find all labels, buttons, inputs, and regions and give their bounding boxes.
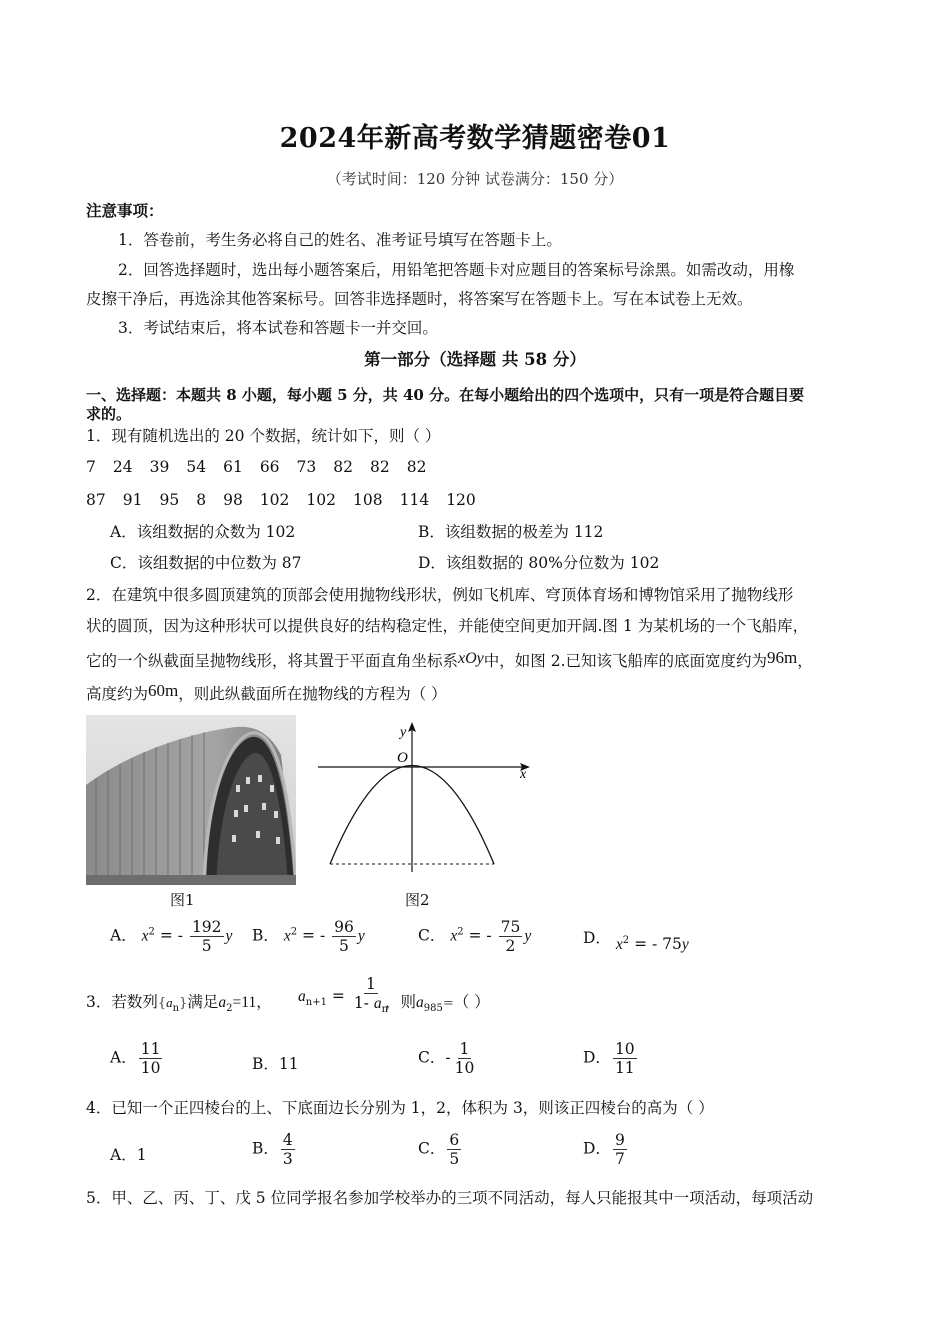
q1-option-d: D．该组数据的 80%分位数为 102 bbox=[418, 554, 660, 572]
data-value: 82 bbox=[406, 458, 427, 476]
figure-1-caption: 图1 bbox=[170, 891, 195, 909]
notice-item-3: 3．考试结束后，将本试卷和答题卡一并交回。 bbox=[118, 319, 438, 337]
fraction: $\frac{192}{5}$ bbox=[191, 918, 222, 955]
fraction: $\frac{96}{5}$ bbox=[334, 918, 354, 955]
fraction: $\frac{1}{1- a_n}$ bbox=[353, 975, 389, 1016]
q3-option-b: B．11 bbox=[252, 1055, 299, 1073]
q1-option-a: A．该组数据的众数为 102 bbox=[110, 523, 296, 541]
data-value: 54 bbox=[186, 458, 207, 476]
q2-stem-line-1: 2．在建筑中很多圆顶建筑的顶部会使用抛物线形状，例如飞机库、穹顶体育场和博物馆采用了抛物线形 bbox=[86, 586, 794, 604]
hangar-width: 96m bbox=[767, 648, 798, 667]
fraction: $\frac{4}{3}$ bbox=[282, 1131, 293, 1168]
data-value: 7 bbox=[86, 458, 96, 476]
q2-option-a: A． $x^2$ = - $\frac{192}{5}$ y bbox=[110, 918, 233, 955]
fraction: $\frac{11}{10}$ bbox=[140, 1040, 161, 1077]
fraction: $\frac{9}{7}$ bbox=[614, 1131, 625, 1168]
q1-data-row-1 bbox=[86, 456, 443, 478]
fraction: $\frac{6}{5}$ bbox=[449, 1131, 460, 1168]
q1-data-row-2 bbox=[86, 489, 493, 511]
hangar-photo bbox=[86, 715, 296, 885]
section-heading: 一、选择题：本题共 8 小题，每小题 5 分，共 40 分。在每小题给出的四个选项中，只有一项是符合题目要 bbox=[86, 386, 805, 404]
q3-option-c: C．- $\frac{1}{10}$ bbox=[418, 1040, 475, 1077]
q4-option-c: C． $\frac{6}{5}$ bbox=[418, 1131, 460, 1168]
data-value: 95 bbox=[159, 491, 180, 509]
y-axis-label: y bbox=[400, 725, 407, 740]
data-value: 102 bbox=[259, 491, 290, 509]
data-value: 82 bbox=[370, 458, 390, 476]
data-value: 108 bbox=[353, 491, 383, 509]
q1-option-c: C．该组数据的中位数为 87 bbox=[110, 554, 302, 572]
data-value: 82 bbox=[333, 458, 354, 476]
data-value: 24 bbox=[112, 458, 133, 476]
q4-option-d: D． $\frac{9}{7}$ bbox=[583, 1131, 625, 1168]
q3-option-a: A． $\frac{11}{10}$ bbox=[110, 1040, 161, 1077]
data-value: 120 bbox=[446, 491, 476, 509]
notice-item-2-cont: 皮擦干净后，再选涂其他答案标号。回答非选择题时，将答案写在答题卡上。写在本试卷上无效。 bbox=[86, 290, 753, 308]
coord-system-name: xOy bbox=[458, 650, 484, 667]
q2-stem-line-3: 它的一个纵截面呈抛物线形，将其置于平面直角坐标系xOy中，如图 2.已知该飞船库的底面宽度约为96m， bbox=[86, 648, 813, 670]
data-value: 61 bbox=[223, 458, 243, 476]
q5-stem: 5．甲、乙、丙、丁、戊 5 位同学报名参加学校举办的三项不同活动，每人只能报其中一项活动，每项活动 bbox=[86, 1189, 814, 1207]
q3-recurrence: $a_{n+1}$ = $\frac{1}{1- a_n}$ bbox=[298, 975, 392, 1019]
notice-item-1: 1．答卷前，考生务必将自己的姓名、准考证号填写在答题卡上。 bbox=[118, 231, 562, 249]
data-value: 39 bbox=[149, 458, 170, 476]
parabola-diagram bbox=[312, 716, 540, 876]
data-value: 66 bbox=[259, 458, 280, 476]
q2-stem-line-2: 状的圆顶，因为这种形状可以提供良好的结构稳定性，并能使空间更加开阔.图 1 为某机场的一个飞船库， bbox=[86, 617, 809, 635]
q3-option-d: D． $\frac{10}{11}$ bbox=[583, 1040, 635, 1077]
q3-target: ，则$a_{985}=$（ ） bbox=[385, 993, 490, 1015]
q2-option-d: D． $x^2$ = - 75y bbox=[583, 929, 689, 953]
exam-time-info: （考试时间：120 分钟 试卷满分：150 分） bbox=[326, 170, 624, 188]
notice-item-2: 2．回答选择题时，选出每小题答案后，用铅笔把答题卡对应题目的答案标号涂黑。如需改动，用橡 bbox=[118, 261, 795, 279]
hangar-illustration bbox=[86, 715, 296, 885]
q3-stem: 3．若数列$\{a_n\}$满足$a_2=11$， bbox=[86, 993, 272, 1015]
origin-label: O bbox=[397, 750, 408, 766]
notice-heading: 注意事项： bbox=[86, 201, 164, 220]
data-value: 114 bbox=[399, 491, 430, 509]
q2-stem-line-4: 高度约为60m，则此纵截面所在抛物线的方程为（ ） bbox=[86, 681, 447, 703]
fraction: $\frac{75}{2}$ bbox=[500, 918, 521, 955]
data-value: 91 bbox=[122, 491, 143, 509]
q4-option-a: A．1 bbox=[110, 1146, 147, 1164]
data-value: 102 bbox=[306, 491, 336, 509]
q2-option-b: B． $x^2$ = - $\frac{96}{5}$ y bbox=[252, 918, 365, 955]
q1-option-b: B．该组数据的极差为 112 bbox=[418, 523, 604, 541]
x-axis-label: x bbox=[520, 767, 527, 782]
data-value: 73 bbox=[296, 458, 317, 476]
q4-stem: 4．已知一个正四棱台的上、下底面边长分别为 1，2，体积为 3，则该正四棱台的高为（ ） bbox=[86, 1099, 714, 1117]
q2-option-c: C． $x^2$ = - $\frac{75}{2}$ y bbox=[418, 918, 532, 955]
q1-stem: 1．现有随机选出的 20 个数据，统计如下，则（ ） bbox=[86, 427, 441, 445]
data-value: 98 bbox=[223, 491, 243, 509]
data-value: 8 bbox=[196, 491, 207, 509]
figure-2-caption: 图2 bbox=[405, 891, 430, 909]
page-title: 2024年新高考数学猜题密卷01 bbox=[279, 123, 671, 154]
hangar-height: 60m bbox=[148, 681, 179, 700]
section-heading-cont: 求的。 bbox=[86, 405, 132, 423]
q4-option-b: B． $\frac{4}{3}$ bbox=[252, 1131, 293, 1168]
fraction: $\frac{10}{11}$ bbox=[614, 1040, 635, 1077]
fraction: $\frac{1}{10}$ bbox=[454, 1040, 475, 1077]
part-heading: 第一部分（选择题 共 58 分） bbox=[364, 350, 586, 369]
data-value: 87 bbox=[86, 491, 106, 509]
